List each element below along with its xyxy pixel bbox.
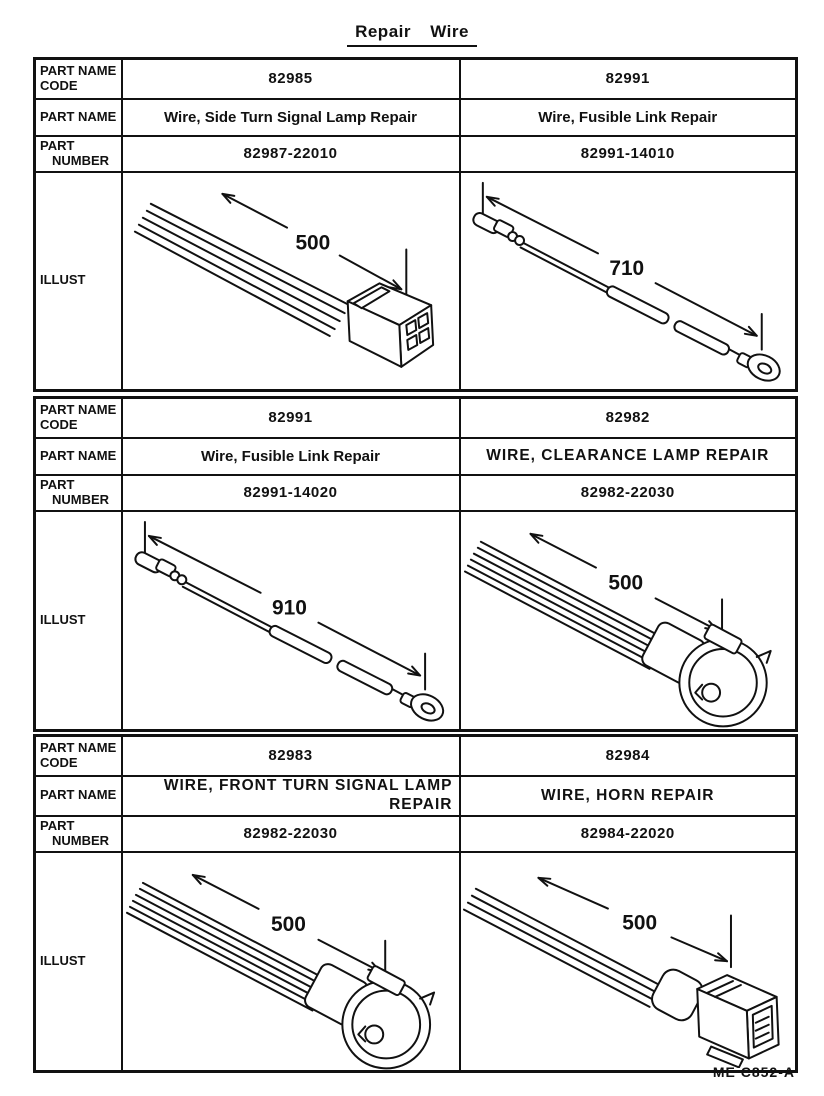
parts-table-3 xyxy=(33,734,798,1073)
row-label-part-name-code xyxy=(35,59,122,99)
illustration-wires-with-box-connector xyxy=(123,174,459,387)
dimension-label: 910 xyxy=(271,596,307,620)
row-label-illust xyxy=(35,172,122,391)
illustration-cell xyxy=(460,511,797,731)
dimension-label: 500 xyxy=(607,571,643,595)
label-line: PART NAME xyxy=(40,108,117,124)
part-number-value: 82987-22010 xyxy=(122,136,460,172)
part-number-value: 82991-14010 xyxy=(460,136,797,172)
label-line: ILLUST xyxy=(40,272,86,288)
table-row xyxy=(35,172,797,391)
label-line: CODE xyxy=(40,77,78,93)
part-name-value: WIRE, FRONT TURN SIGNAL LAMP REPAIR xyxy=(122,776,460,816)
dimension-label: 710 xyxy=(608,256,644,280)
page-title: Repair Wire xyxy=(347,22,477,47)
illustration-wires-with-square-connector xyxy=(461,854,796,1068)
page-header xyxy=(0,22,824,47)
dimension-label: 500 xyxy=(621,911,657,935)
label-line: PART NAME xyxy=(40,787,117,803)
illustration-cell xyxy=(122,511,460,731)
illustration-cell xyxy=(460,172,797,391)
table-row xyxy=(35,59,797,99)
label-line: PART xyxy=(40,137,75,153)
row-label-part-name-code xyxy=(35,398,122,438)
row-label-part-number xyxy=(35,816,122,852)
wire-connector-drawing xyxy=(123,853,459,1070)
table-row xyxy=(35,136,797,172)
label-line: CODE xyxy=(40,416,78,432)
label-line: PART xyxy=(40,817,75,833)
illustration-fusible-link-wire-ring-terminal xyxy=(461,173,796,389)
row-label-illust xyxy=(35,852,122,1072)
wire-connector-drawing xyxy=(123,512,459,729)
wire-connector-drawing xyxy=(461,854,796,1068)
part-name-code-value: 82991 xyxy=(460,59,797,99)
label-line: PART xyxy=(40,476,75,492)
row-label-part-name-code xyxy=(35,736,122,776)
part-name-value: Wire, Fusible Link Repair xyxy=(460,99,797,136)
part-name-code-value: 82982 xyxy=(460,398,797,438)
illustration-fusible-link-wire-ring-terminal xyxy=(123,512,459,729)
part-name-value: Wire, Side Turn Signal Lamp Repair xyxy=(122,99,460,136)
table-row xyxy=(35,736,797,776)
illustration-wires-with-bulb-socket xyxy=(123,853,459,1070)
part-name-code-value: 82984 xyxy=(460,736,797,776)
parts-table-2 xyxy=(33,396,798,732)
table-row xyxy=(35,398,797,438)
label-line: NUMBER xyxy=(52,152,110,168)
illustration-wires-with-bulb-socket xyxy=(461,512,796,728)
row-label-part-number xyxy=(35,136,122,172)
table-row xyxy=(35,475,797,511)
row-label-part-number xyxy=(35,475,122,511)
label-line: CODE xyxy=(40,754,78,770)
table-row xyxy=(35,852,797,1072)
dimension-label: 500 xyxy=(294,231,330,255)
table-row xyxy=(35,776,797,816)
illustration-cell xyxy=(122,172,460,391)
row-label-part-name xyxy=(35,776,122,816)
part-name-value: WIRE, HORN REPAIR xyxy=(460,776,797,816)
wire-connector-drawing xyxy=(461,512,796,728)
part-name-value: WIRE, CLEARANCE LAMP REPAIR xyxy=(460,438,797,475)
label-line: PART NAME xyxy=(40,402,117,418)
label-line: NUMBER xyxy=(52,832,110,848)
part-number-value: 82982-22030 xyxy=(122,816,460,852)
part-name-value: Wire, Fusible Link Repair xyxy=(122,438,460,475)
illustration-cell xyxy=(122,852,460,1072)
part-name-code-value: 82991 xyxy=(122,398,460,438)
part-number-value: 82984-22020 xyxy=(460,816,797,852)
label-line: NUMBER xyxy=(52,491,110,507)
label-line: ILLUST xyxy=(40,952,86,968)
part-name-code-value: 82983 xyxy=(122,736,460,776)
part-name-code-value: 82985 xyxy=(122,59,460,99)
illustration-cell xyxy=(460,852,797,1072)
table-row xyxy=(35,816,797,852)
dimension-label: 500 xyxy=(270,912,306,936)
figure-code: ME C852-A xyxy=(712,1064,795,1080)
row-label-part-name xyxy=(35,438,122,475)
part-number-value: 82982-22030 xyxy=(460,475,797,511)
table-row xyxy=(35,99,797,136)
wire-connector-drawing xyxy=(461,173,796,389)
table-row xyxy=(35,438,797,475)
label-line: PART NAME xyxy=(40,63,117,79)
label-line: PART NAME xyxy=(40,447,117,463)
label-line: PART NAME xyxy=(40,740,117,756)
wire-connector-drawing xyxy=(123,174,459,387)
parts-table-1 xyxy=(33,57,798,392)
row-label-part-name xyxy=(35,99,122,136)
part-number-value: 82991-14020 xyxy=(122,475,460,511)
label-line: ILLUST xyxy=(40,611,86,627)
row-label-illust xyxy=(35,511,122,731)
table-row xyxy=(35,511,797,731)
